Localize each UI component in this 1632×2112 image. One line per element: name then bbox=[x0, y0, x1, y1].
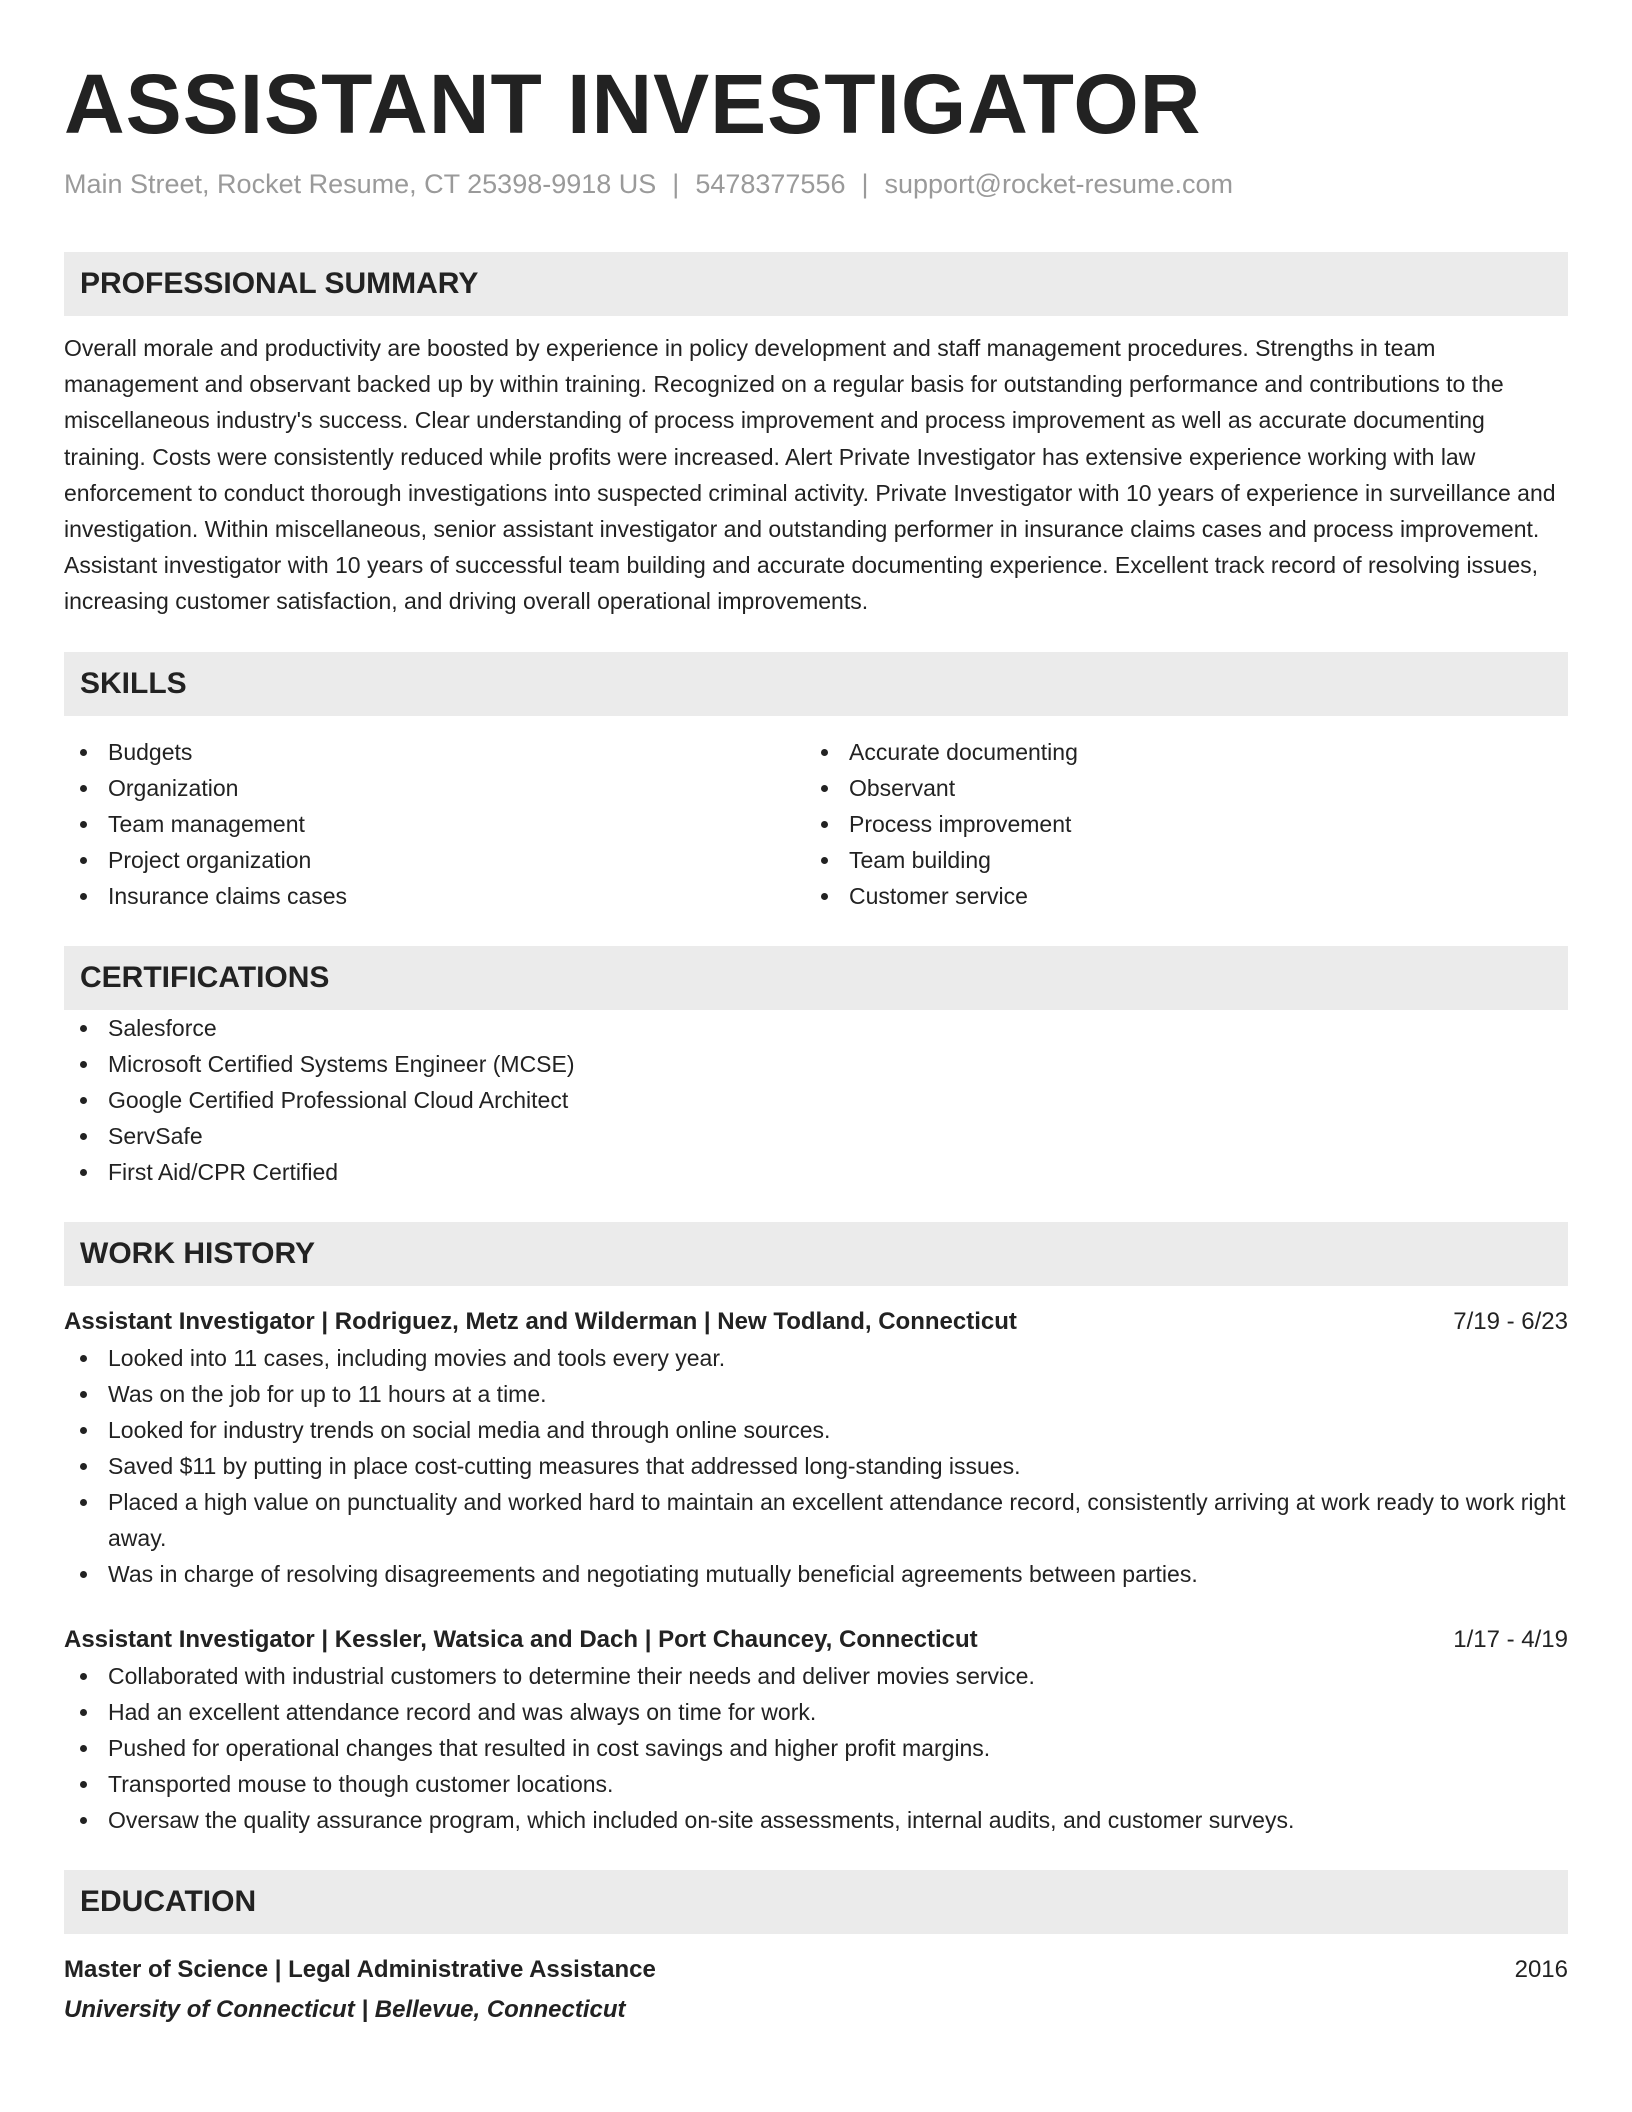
education-school: University of Connecticut | Bellevue, Connecticut bbox=[64, 1995, 626, 2023]
section-heading-certifications: CERTIFICATIONS bbox=[64, 946, 1568, 1010]
skill-item: Project organization bbox=[64, 842, 805, 878]
education-header bbox=[64, 1952, 1568, 1988]
section-heading-skills: SKILLS bbox=[64, 652, 1568, 716]
job-title: Assistant Investigator | Kessler, Watsica and Dach | Port Chauncey, Connecticut bbox=[64, 1625, 978, 1653]
certification-item: Microsoft Certified Systems Engineer (MCSE) bbox=[64, 1046, 1568, 1082]
contact-email[interactable]: support@rocket-resume.com bbox=[884, 169, 1234, 199]
skill-item: Team management bbox=[64, 806, 805, 842]
contact-separator: | bbox=[861, 169, 869, 199]
skill-item: Customer service bbox=[805, 878, 1546, 914]
job-bullet: Had an excellent attendance record and was always on time for work. bbox=[64, 1694, 1568, 1730]
job-dates: 1/17 - 4/19 bbox=[1453, 1625, 1568, 1653]
education-year: 2016 bbox=[1514, 1955, 1568, 1983]
job-bullet: Pushed for operational changes that resulted in cost savings and higher profit margins. bbox=[64, 1730, 1568, 1766]
contact-address: Main Street, Rocket Resume, CT 25398-9918 US bbox=[64, 169, 657, 199]
skill-item: Team building bbox=[805, 842, 1546, 878]
job-bullet: Collaborated with industrial customers to determine their needs and deliver movies service. bbox=[64, 1658, 1568, 1694]
job-entry bbox=[64, 1622, 1568, 1838]
skill-item: Organization bbox=[64, 770, 805, 806]
education-degree: Master of Science | Legal Administrative Assistance bbox=[64, 1955, 656, 1983]
job-bullet: Was on the job for up to 11 hours at a time. bbox=[64, 1376, 1568, 1412]
job-dates: 7/19 - 6/23 bbox=[1453, 1307, 1568, 1335]
job-bullet: Saved $11 by putting in place cost-cutting measures that addressed long-standing issues. bbox=[64, 1448, 1568, 1484]
skill-item: Insurance claims cases bbox=[64, 878, 805, 914]
certification-item: First Aid/CPR Certified bbox=[64, 1154, 1568, 1190]
summary-text: Overall morale and productivity are boosted by experience in policy development and staff management procedures. Strengths in team management and observant backed up by within training. Recognized on a regular basis for outstanding performance and contributions to the miscellaneous industry's success. Clear understanding of process improvement and process improvement as well as accurate documenting training. Costs were consistently reduced while profits were increased. Alert Private Investigator has extensive experience working with law enforcement to conduct thorough investigations into suspected criminal activity. Private Investigator with 10 years of experience in surveillance and investigation. Within miscellaneous, senior assistant investigator and outstanding performer in insurance claims cases and process improvement. Assistant investigator with 10 years of successful team building and accurate documenting experience. Excellent track record of resolving issues, increasing customer satisfaction, and driving overall operational improvements. bbox=[64, 335, 1556, 615]
skill-item: Process improvement bbox=[805, 806, 1546, 842]
section-heading-work-history: WORK HISTORY bbox=[64, 1222, 1568, 1286]
skill-item: Budgets bbox=[64, 734, 805, 770]
job-entry bbox=[64, 1304, 1568, 1592]
job-bullet: Oversaw the quality assurance program, which included on-site assessments, internal audits, and customer surveys. bbox=[64, 1802, 1568, 1838]
skills-column-left bbox=[64, 734, 805, 914]
certification-item: ServSafe bbox=[64, 1118, 1568, 1154]
contact-line bbox=[64, 166, 1568, 202]
job-title: Assistant Investigator | Rodriguez, Metz and Wilderman | New Todland, Connecticut bbox=[64, 1307, 1017, 1335]
job-bullet: Placed a high value on punctuality and worked hard to maintain an excellent attendance record, consistently arriving at work ready to work right away. bbox=[64, 1484, 1568, 1556]
section-heading-summary: PROFESSIONAL SUMMARY bbox=[64, 252, 1568, 316]
skills-list-right bbox=[805, 734, 1546, 914]
skills-columns bbox=[64, 734, 1568, 914]
job-bullets bbox=[64, 1340, 1568, 1592]
certifications-list bbox=[64, 1010, 1568, 1190]
job-bullet: Looked for industry trends on social media and through online sources. bbox=[64, 1412, 1568, 1448]
job-bullets bbox=[64, 1658, 1568, 1838]
job-bullet: Looked into 11 cases, including movies and tools every year. bbox=[64, 1340, 1568, 1376]
contact-phone[interactable]: 5478377556 bbox=[695, 169, 846, 199]
job-header bbox=[64, 1304, 1568, 1340]
candidate-name: ASSISTANT INVESTIGATOR bbox=[64, 57, 1202, 151]
skill-item: Observant bbox=[805, 770, 1546, 806]
job-bullet: Transported mouse to though customer locations. bbox=[64, 1766, 1568, 1802]
certification-item: Salesforce bbox=[64, 1010, 1568, 1046]
skills-list-left bbox=[64, 734, 805, 914]
skills-column-right bbox=[805, 734, 1546, 914]
skill-item: Accurate documenting bbox=[805, 734, 1546, 770]
certification-item: Google Certified Professional Cloud Architect bbox=[64, 1082, 1568, 1118]
job-header bbox=[64, 1622, 1568, 1658]
contact-separator: | bbox=[672, 169, 680, 199]
job-bullet: Was in charge of resolving disagreements and negotiating mutually beneficial agreements between parties. bbox=[64, 1556, 1568, 1592]
section-heading-education: EDUCATION bbox=[64, 1870, 1568, 1934]
